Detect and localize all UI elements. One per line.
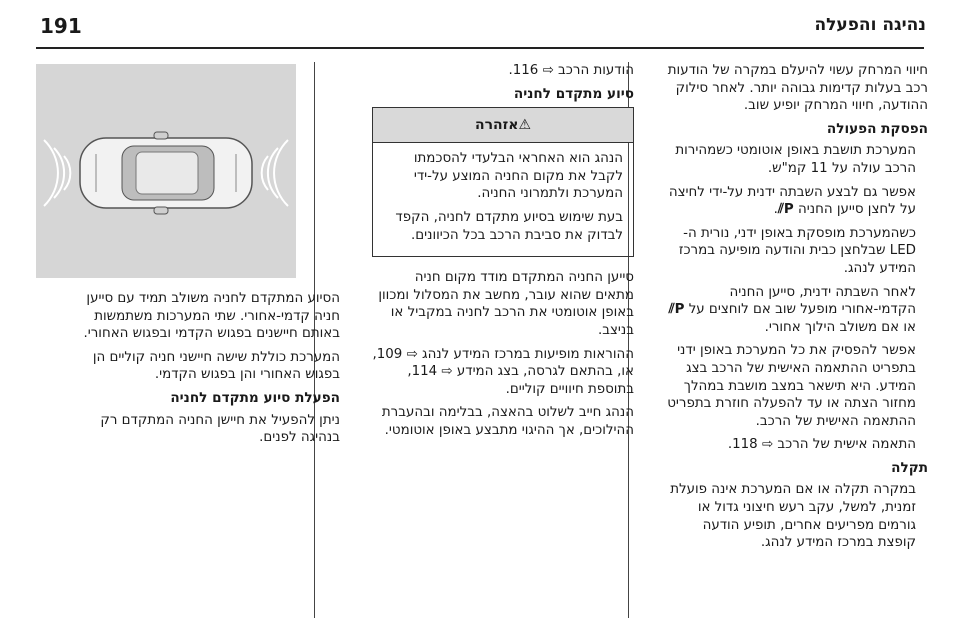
paragraph: המערכת כוללת שישה חיישני חניה קוליים הן בפגוש האחורי והן בפגוש הקדמי. — [92, 349, 340, 383]
heading-deactivation: הפסקת הפעולה — [826, 120, 928, 137]
section-title: נהיגה והפעלה — [814, 15, 926, 35]
column-left — [70, 290, 340, 453]
warning-body — [373, 143, 633, 256]
paragraph: חיווי המרחק עשוי להיעלם במקרה של הודעות רכב בעלות קדימות גבוהה יותר. לאחר סילוק ההודעה, חיווי המרחק יופיע שוב. — [667, 63, 928, 114]
paragraph: אפשר גם לבצע השבתה ידנית על-ידי לחיצה על לחצן סייען החניה P⫽. — [668, 184, 916, 218]
paragraph: במקרה תקלה או אם המערכת אינה פועלת זמנית, למשל, עקב רעש חיצוני גדול או גורמים מפריעים אחרים, תופיע הודעה קופצת במרכז המידע לנהג. — [670, 482, 916, 551]
paragraph: כשהמערכת מופסקת באופן ידני, נורית ה-LED שבלחצן כבית והודעה מופיעה במרכז המידע לנהג. — [678, 225, 916, 276]
paragraph: המערכת תושבת באופן אוטומטי כשמהירות הרכב עולה על 11 קמ"ש. — [675, 143, 916, 176]
page-header — [0, 0, 960, 48]
paragraph: הנהג הוא האחראי הבלעדי להסכמתו לקבל את מקום החניה המוצע על-ידי המערכת ולתמרוני החניה. — [413, 151, 623, 202]
paragraph: ההוראות מופיעות במרכז המידע לנהג ⇨ 109, או, בהתאם לגרסה, בצג המידע ⇨ 114, בתוספת חיוויים קוליים. — [372, 346, 634, 397]
paragraph: הודעות הרכב ⇨ 116. — [508, 63, 634, 78]
column-right — [665, 62, 928, 558]
warning-box — [372, 107, 634, 257]
parking-sensor-figure — [36, 64, 296, 278]
paragraph: הנהג חייב לשלוט בהאצה, בבלימה ובהעברת ההילוכים, אך ההיגוי מתבצע באופן אוטומטי. — [381, 405, 634, 438]
column-middle — [372, 62, 634, 446]
paragraph — [665, 284, 928, 337]
parking-button-icon: P⫽ — [777, 202, 794, 218]
paragraph: ניתן להפעיל את חיישן החניה המתקדם רק בנהיגה לפנים. — [100, 412, 340, 446]
paragraph: הסיוע המתקדם לחניה משולב תמיד עם סייען חניה קדמי-אחורי. שתי המערכות משתמשות באותם חיישנים בפגוש הקדמי ובפגוש האחורי. — [83, 291, 340, 342]
text: או אם משולב הילוך אחורי. — [764, 319, 916, 335]
heading-advanced-parking: סיוע מתקדם לחניה — [513, 85, 634, 102]
warning-icon: ⚠ — [518, 117, 532, 134]
paragraph: בעת שימוש בסיוע מתקדם לחניה, הקפד לבדוק את סביבת הרכב בכל הכיוונים. — [395, 209, 623, 243]
paragraph: סייען החניה המתקדם מודד מקום חניה מתאים שהוא עובר, מחשב את המסלול ומכוון באופן אוטומטי את הרכב לחניה במקביל או בניצב. — [378, 270, 634, 338]
heading-activation: הפעלת סיוע מתקדם לחניה — [170, 389, 340, 406]
car-sensor-diagram — [36, 64, 296, 278]
warning-header — [373, 108, 633, 143]
warning-title: אזהרה — [474, 117, 519, 134]
heading-fault: תקלה — [891, 459, 928, 476]
parking-button-icon: P⫽ — [668, 302, 685, 318]
page-number: 191 — [40, 14, 82, 38]
paragraph: אפשר להפסיק את כל המערכת באופן ידני בתפריט ההתאמה האישית של הרכב בצג המידע. היא תישאר במצב מושבת במהלך מחזור הצתה או עד להפעלה חוזרת בתפריט ההתאמה האישית של הרכב. — [667, 343, 916, 429]
paragraph: התאמה אישית של הרכב ⇨ 118. — [727, 437, 916, 453]
text: לאחר השבתה ידנית, סייען החניה הקדמי-אחורי מופעל שוב אם לוחצים על — [688, 284, 916, 318]
text: אפשר גם לבצע השבתה ידנית על-ידי לחיצה על לחצן סייען החניה — [668, 184, 916, 218]
header-rule — [36, 47, 924, 49]
